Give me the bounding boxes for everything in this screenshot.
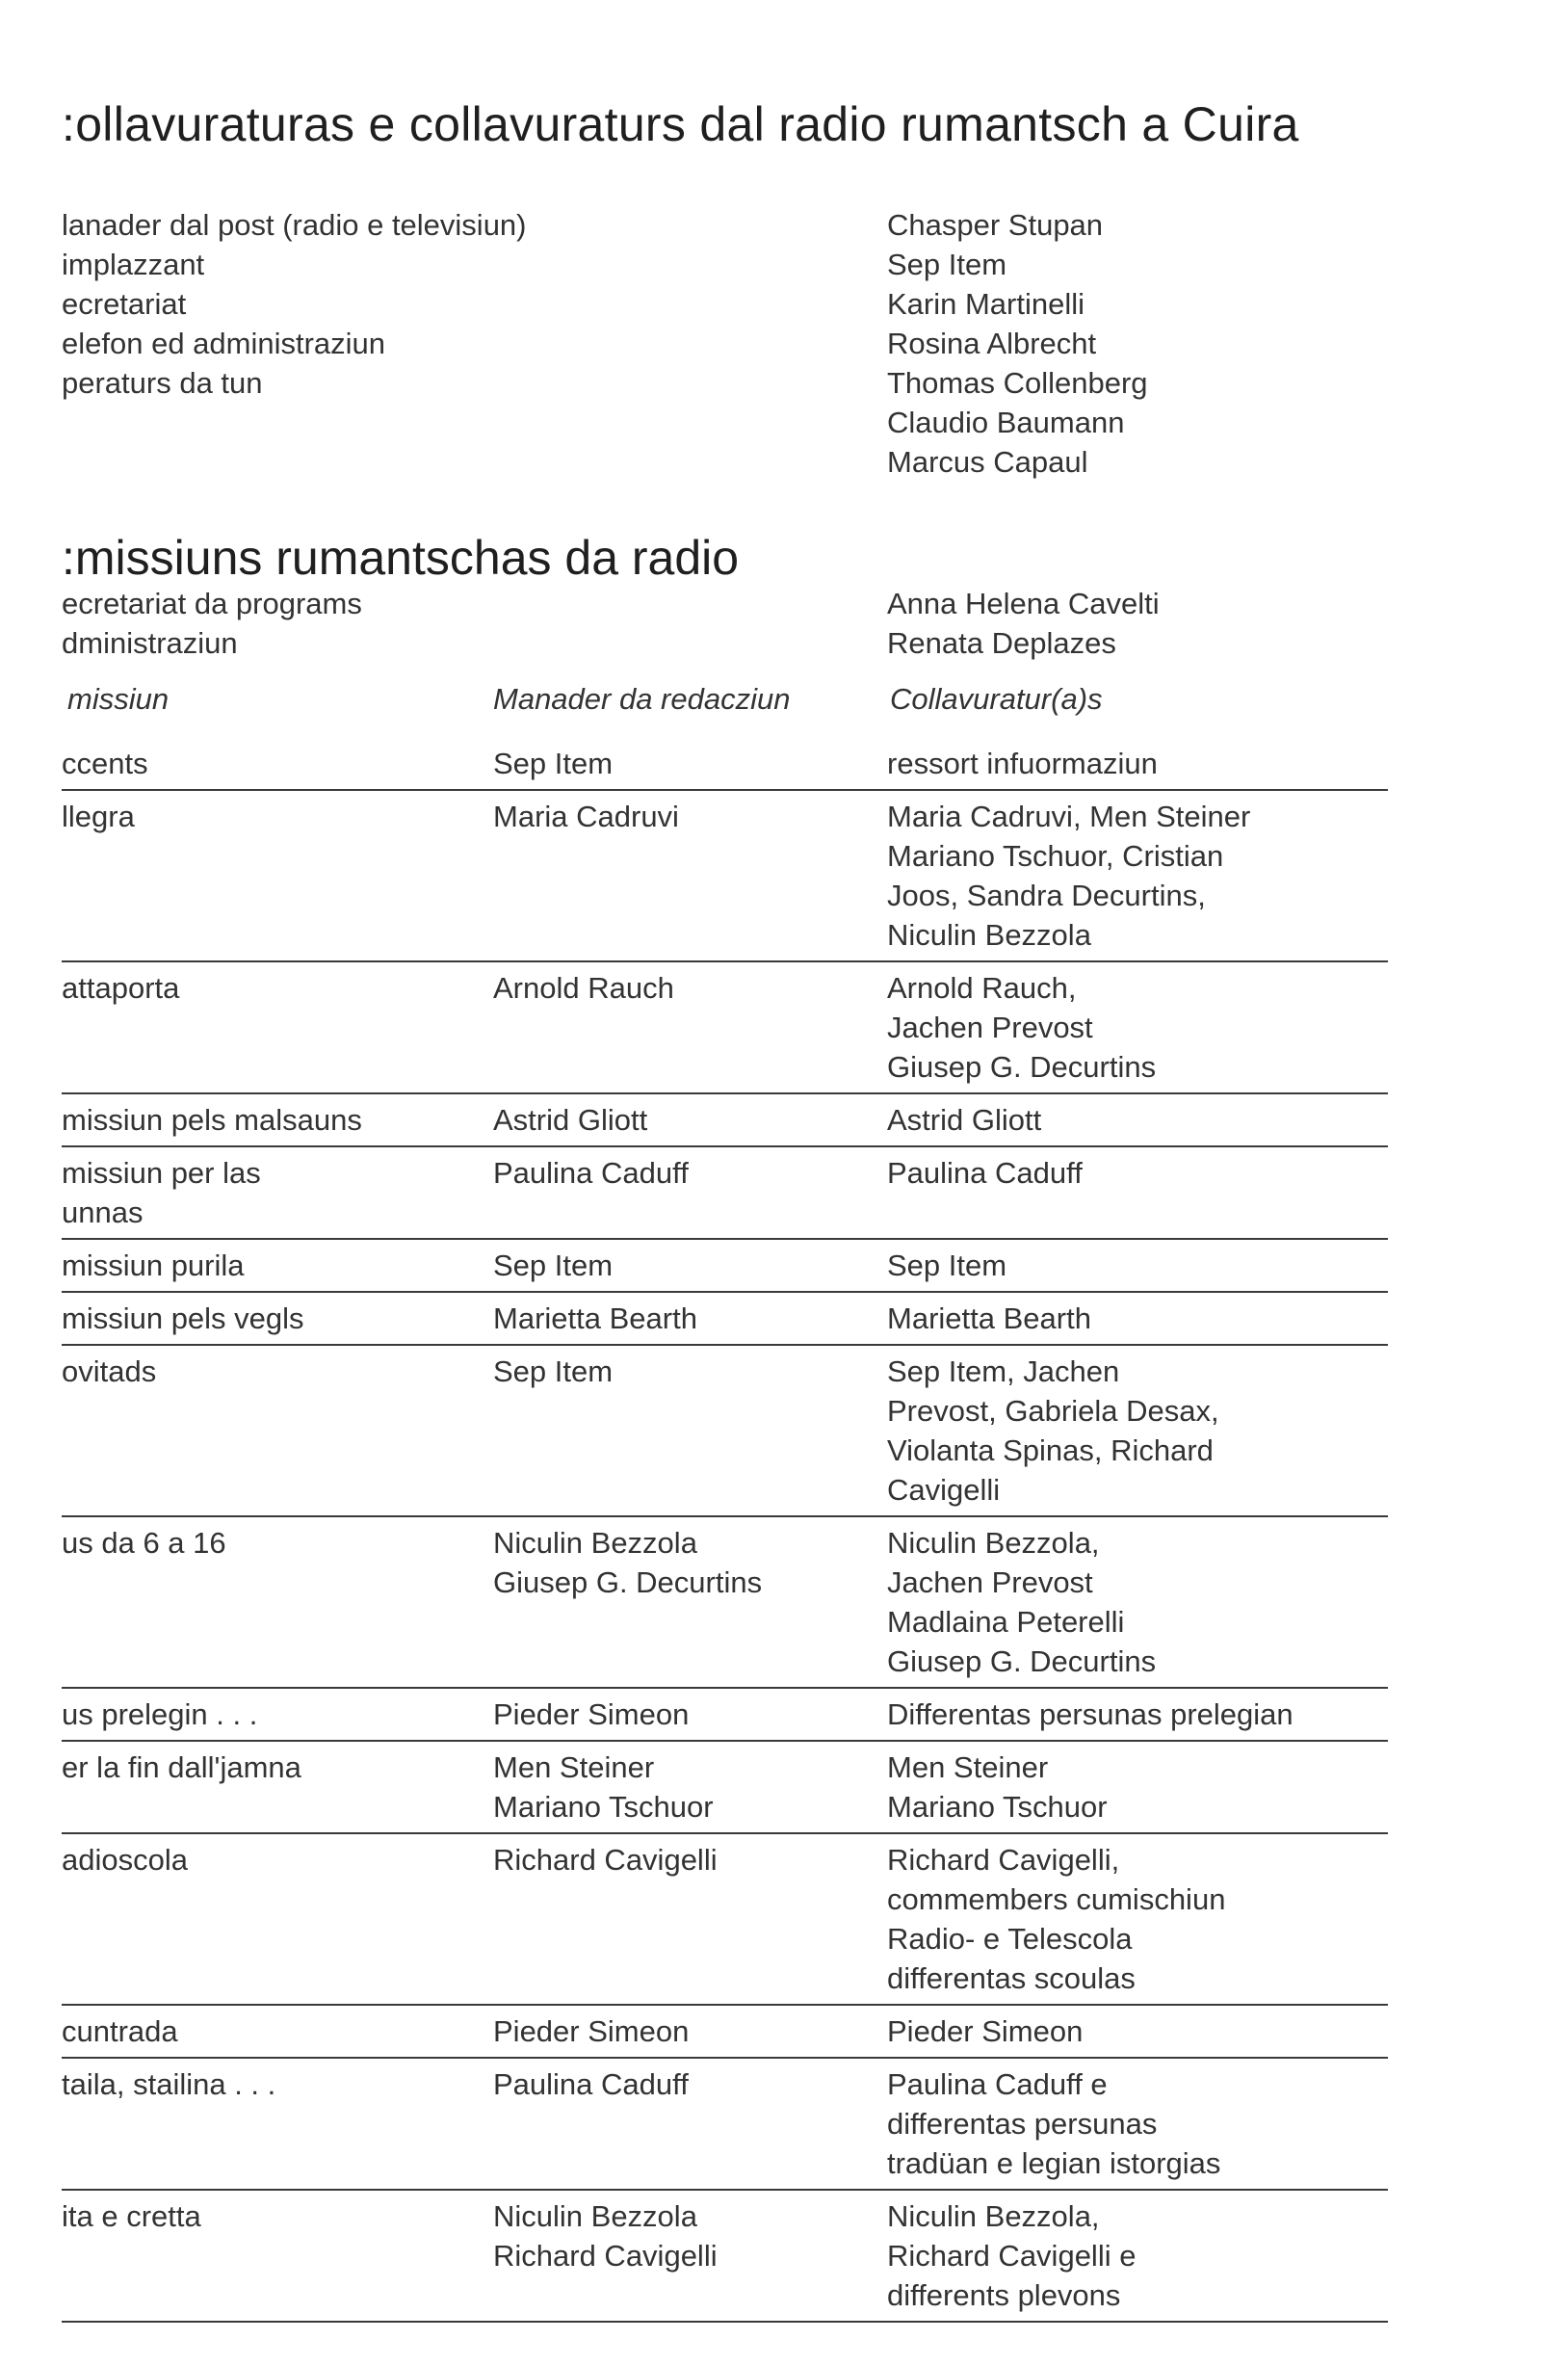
program-staff-roles [62, 584, 362, 663]
table-row [0, 738, 1568, 791]
cell-line: Jachen Prevost [887, 1565, 1093, 1599]
cell-line: attaporta [62, 971, 180, 1005]
cell-line: missiun per las [62, 1156, 261, 1190]
cell-line: Richard Cavigelli e [887, 2239, 1137, 2273]
cell-line: Mariano Tschuor [493, 1790, 714, 1824]
staff-name: Marcus Capaul [887, 445, 1088, 479]
cell-collaborators [887, 1352, 1388, 1510]
cell-line: missiun pels malsauns [62, 1103, 362, 1137]
cell-line: ressort infuormaziun [887, 747, 1158, 780]
cell-emission [62, 1523, 476, 1563]
cell-collaborators [887, 1100, 1388, 1140]
cell-collaborators [887, 2196, 1388, 2315]
cell-manager [493, 1840, 878, 1880]
staff-role: peraturs da tun [62, 366, 263, 400]
cell-manager [493, 2011, 878, 2051]
table-row [0, 1094, 1568, 1147]
cell-manager [493, 968, 878, 1008]
cell-emission [62, 1840, 476, 1880]
cell-line: Niculin Bezzola, [887, 2199, 1100, 2233]
cell-emission [62, 2196, 476, 2236]
cell-manager [493, 744, 878, 783]
cell-line: Niculin Bezzola [887, 918, 1091, 952]
cell-line: Arnold Rauch, [887, 971, 1077, 1005]
table-row [0, 1240, 1568, 1293]
staff-name: Chasper Stupan [887, 208, 1104, 242]
cell-emission [62, 1153, 476, 1232]
staff-name: Thomas Collenberg [887, 366, 1148, 400]
cell-line: Sep Item [493, 747, 614, 780]
cell-line: Sep Item [493, 1354, 614, 1388]
cell-line: commembers cumischiun [887, 1882, 1226, 1916]
cell-line: differentas scoulas [887, 1961, 1136, 1995]
cell-emission [62, 2011, 476, 2051]
staff-roles [62, 205, 527, 403]
cell-line: cuntrada [62, 2014, 178, 2048]
cell-collaborators [887, 1695, 1388, 1734]
cell-collaborators [887, 2064, 1388, 2183]
cell-line: Mariano Tschuor [887, 1790, 1108, 1824]
table-row [0, 2006, 1568, 2059]
cell-line: Pieder Simeon [493, 1697, 690, 1731]
cell-line: Niculin Bezzola, [887, 1526, 1100, 1560]
cell-line: er la fin dall'jamna [62, 1750, 301, 1784]
page-title: :ollavuraturas e collavuraturs dal radio rumantsch a Cuira [62, 97, 1299, 151]
staff-role: lanader dal post (radio e televisiun) [62, 208, 527, 242]
header-manager: Manader da redacziun [493, 682, 791, 716]
cell-manager [493, 1299, 878, 1338]
table-row [0, 1147, 1568, 1240]
cell-line: Arnold Rauch [493, 971, 674, 1005]
table-row [0, 1742, 1568, 1834]
cell-emission [62, 2064, 476, 2104]
table-row [0, 1346, 1568, 1517]
staff-role: ecretariat [62, 287, 187, 321]
cell-line: Pieder Simeon [887, 2014, 1084, 2048]
cell-line: Paulina Caduff e [887, 2067, 1108, 2101]
cell-line: Marietta Bearth [493, 1301, 697, 1335]
table-row [0, 791, 1568, 962]
staff-name: Sep Item [887, 248, 1007, 281]
cell-emission [62, 1695, 476, 1734]
cell-emission [62, 744, 476, 783]
table-header [0, 682, 1568, 724]
cell-manager [493, 797, 878, 836]
cell-line: Marietta Bearth [887, 1301, 1091, 1335]
cell-line: us prelegin . . . [62, 1697, 258, 1731]
table-row [0, 2059, 1568, 2191]
cell-line: Joos, Sandra Decurtins, [887, 879, 1206, 912]
cell-collaborators [887, 797, 1388, 955]
table-row [0, 1834, 1568, 2006]
table-row [0, 1517, 1568, 1689]
cell-collaborators [887, 1523, 1388, 1681]
cell-collaborators [887, 744, 1388, 783]
cell-collaborators [887, 968, 1388, 1087]
program-staff-role: dministraziun [62, 626, 238, 660]
cell-emission [62, 1748, 476, 1787]
cell-line: Men Steiner [887, 1750, 1049, 1784]
cell-line: Jachen Prevost [887, 1011, 1093, 1044]
program-staff-name: Renata Deplazes [887, 626, 1116, 660]
staff-role: elefon ed administraziun [62, 327, 386, 360]
cell-line: Radio- e Telescola [887, 1922, 1133, 1956]
cell-line: Paulina Caduff [493, 1156, 689, 1190]
cell-line: Differentas persunas prelegian [887, 1697, 1294, 1731]
cell-line: Madlaina Peterelli [887, 1605, 1125, 1639]
table-row [0, 1293, 1568, 1346]
program-staff-role: ecretariat da programs [62, 587, 362, 620]
cell-line: Giusep G. Decurtins [887, 1050, 1157, 1084]
cell-line: Richard Cavigelli [493, 2239, 718, 2273]
cell-line: Sep Item [887, 1249, 1007, 1282]
cell-emission [62, 968, 476, 1008]
cell-line: llegra [62, 800, 135, 833]
staff-name: Rosina Albrecht [887, 327, 1097, 360]
cell-line: us da 6 a 16 [62, 1526, 226, 1560]
cell-line: Niculin Bezzola [493, 2199, 697, 2233]
program-staff-names [887, 584, 1160, 663]
cell-emission [62, 1352, 476, 1391]
cell-manager [493, 1748, 878, 1827]
cell-line: ovitads [62, 1354, 157, 1388]
cell-collaborators [887, 1153, 1388, 1193]
cell-line: Sep Item, Jachen [887, 1354, 1120, 1388]
header-collaborators: Collavuratur(a)s [890, 682, 1103, 716]
cell-line: ita e cretta [62, 2199, 201, 2233]
cell-line: Men Steiner [493, 1750, 655, 1784]
cell-emission [62, 797, 476, 836]
cell-emission [62, 1246, 476, 1285]
cell-line: adioscola [62, 1843, 188, 1877]
cell-line: Prevost, Gabriela Desax, [887, 1394, 1219, 1428]
cell-line: missiun purila [62, 1249, 245, 1282]
cell-manager [493, 1523, 878, 1602]
table-row [0, 2191, 1568, 2323]
cell-collaborators [887, 1299, 1388, 1338]
staff-name: Karin Martinelli [887, 287, 1085, 321]
cell-line: Giusep G. Decurtins [887, 1644, 1157, 1678]
cell-line: Mariano Tschuor, Cristian [887, 839, 1224, 873]
cell-line: Maria Cadruvi [493, 800, 679, 833]
cell-collaborators [887, 1748, 1388, 1827]
cell-manager [493, 1352, 878, 1391]
cell-line: differents plevons [887, 2278, 1121, 2312]
cell-manager [493, 1246, 878, 1285]
section-title: :missiuns rumantschas da radio [62, 531, 740, 585]
cell-line: Astrid Gliott [493, 1103, 648, 1137]
cell-line: Sep Item [493, 1249, 614, 1282]
header-emission: missiun [67, 682, 170, 716]
cell-manager [493, 1695, 878, 1734]
cell-line: Cavigelli [887, 1473, 1001, 1507]
cell-line: Violanta Spinas, Richard [887, 1433, 1214, 1467]
program-staff-name: Anna Helena Cavelti [887, 587, 1160, 620]
cell-manager [493, 1153, 878, 1193]
cell-line: taila, stailina . . . [62, 2067, 276, 2101]
table-row [0, 1689, 1568, 1742]
cell-line: Maria Cadruvi, Men Steiner [887, 800, 1251, 833]
cell-line: Astrid Gliott [887, 1103, 1042, 1137]
cell-line: Paulina Caduff [887, 1156, 1083, 1190]
cell-collaborators [887, 1840, 1388, 1998]
cell-line: missiun pels vegls [62, 1301, 304, 1335]
staff-role: implazzant [62, 248, 205, 281]
cell-manager [493, 2196, 878, 2275]
cell-line: Niculin Bezzola [493, 1526, 697, 1560]
cell-line: unnas [62, 1196, 144, 1229]
cell-line: tradüan e legian istorgias [887, 2146, 1221, 2180]
cell-line: differentas persunas [887, 2107, 1158, 2141]
staff-names [887, 205, 1148, 482]
cell-collaborators [887, 2011, 1388, 2051]
cell-emission [62, 1299, 476, 1338]
cell-line: Richard Cavigelli [493, 1843, 718, 1877]
cell-manager [493, 1100, 878, 1140]
cell-manager [493, 2064, 878, 2104]
program-table [0, 738, 1568, 2323]
cell-line: Richard Cavigelli, [887, 1843, 1120, 1877]
cell-emission [62, 1100, 476, 1140]
staff-name: Claudio Baumann [887, 406, 1125, 439]
cell-line: Paulina Caduff [493, 2067, 689, 2101]
cell-line: ccents [62, 747, 148, 780]
table-row [0, 962, 1568, 1094]
cell-line: Pieder Simeon [493, 2014, 690, 2048]
row-divider [62, 2321, 1388, 2323]
cell-collaborators [887, 1246, 1388, 1285]
cell-line: Giusep G. Decurtins [493, 1565, 763, 1599]
